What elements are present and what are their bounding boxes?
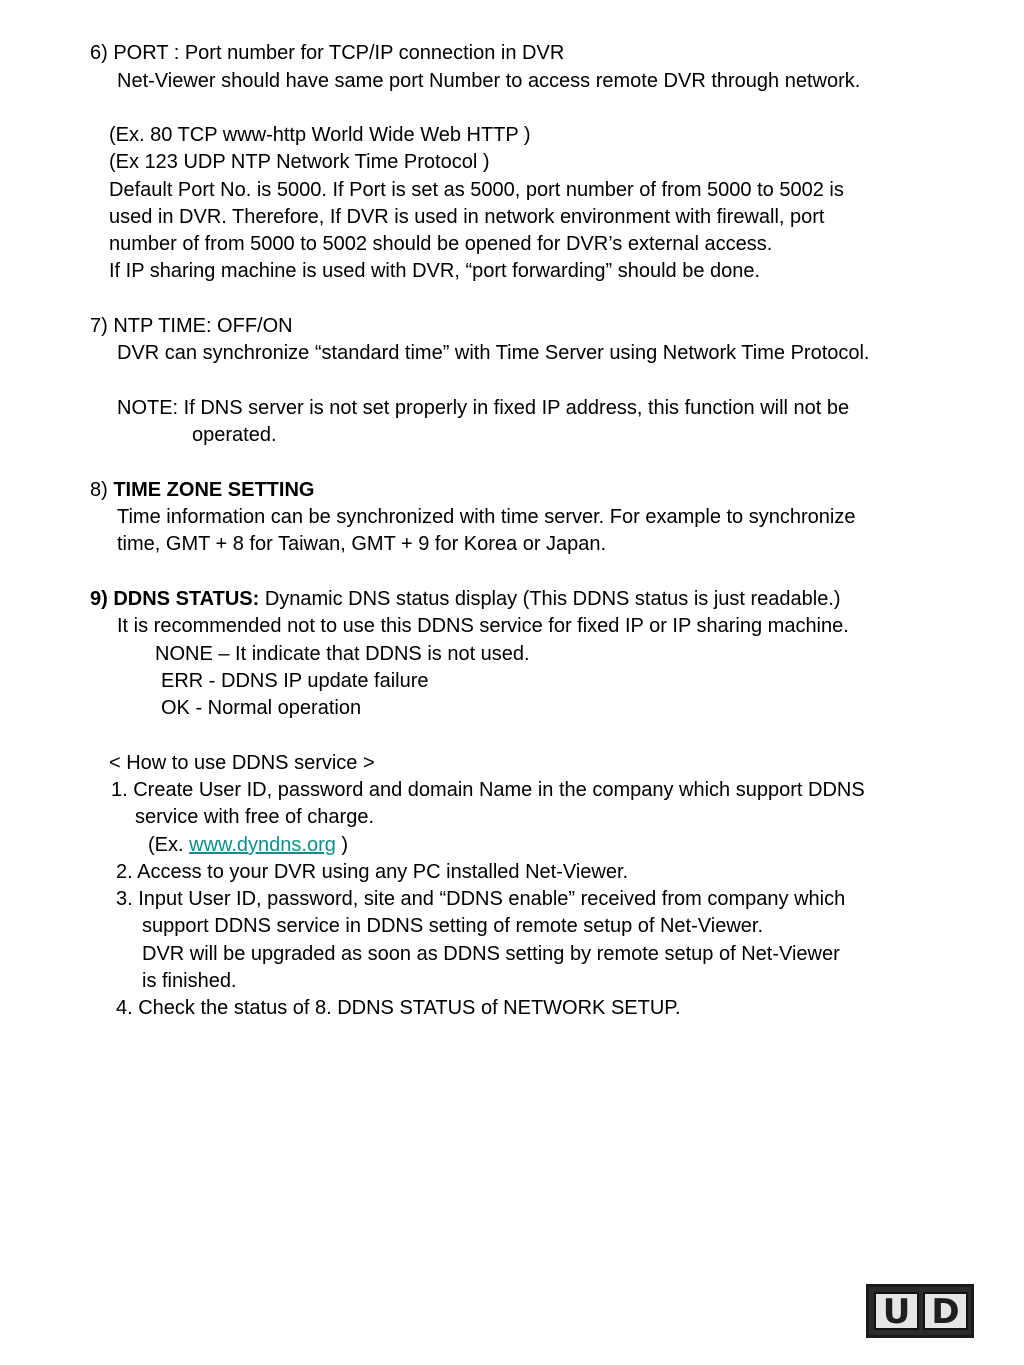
howto-step-4: 4. Check the status of 8. DDNS STATUS of NETWORK SETUP. — [116, 997, 681, 1019]
logo-letter-u: U — [874, 1292, 919, 1330]
ntp-note: NOTE: If DNS server is not set properly in fixed IP address, this function will not be — [117, 397, 850, 419]
ntp-heading: 7) NTP TIME: OFF/ON — [90, 315, 293, 337]
howto-step-1: 1. Create User ID, password and domain Name in the company which support DDNS — [111, 779, 865, 801]
howto-step-3-continued: is finished. — [142, 970, 237, 992]
port-forwarding-line: If IP sharing machine is used with DVR, “port forwarding” should be done. — [109, 260, 761, 282]
howto-heading: < How to use DDNS service > — [109, 752, 375, 774]
port-default-line: Default Port No. is 5000. If Port is set as 5000, port number of from 5000 to 5002 is — [109, 179, 844, 201]
howto-step-3-continued: DVR will be upgraded as soon as DDNS setting by remote setup of Net-Viewer — [142, 943, 840, 965]
example-prefix: (Ex. — [148, 834, 190, 856]
howto-step-1-continued: service with free of charge. — [135, 806, 374, 828]
ddns-status-none: NONE – It indicate that DDNS is not used. — [155, 643, 530, 665]
ddns-title: 9) DDNS STATUS: — [90, 588, 260, 610]
port-example-ntp: (Ex 123 UDP NTP Network Time Protocol ) — [109, 151, 490, 173]
ntp-description: DVR can synchronize “standard time” with Time Server using Network Time Protocol. — [117, 342, 870, 364]
dyndns-link[interactable]: www.dyndns.org — [189, 834, 336, 856]
howto-step-3: 3. Input User ID, password, site and “DDNS enable” received from company which — [116, 888, 846, 910]
logo-letter-d: D — [923, 1292, 968, 1330]
timezone-number: 8) — [90, 479, 114, 501]
ud-logo — [866, 1284, 974, 1338]
example-suffix: ) — [335, 834, 349, 856]
ddns-recommendation: It is recommended not to use this DDNS service for fixed IP or IP sharing machine. — [117, 615, 849, 637]
ddns-heading — [90, 587, 841, 611]
port-default-line: used in DVR. Therefore, If DVR is used in network environment with firewall, port — [109, 206, 825, 228]
ddns-status-err: ERR - DDNS IP update failure — [161, 670, 429, 692]
timezone-description: time, GMT + 8 for Taiwan, GMT + 9 for Korea or Japan. — [117, 533, 607, 555]
ddns-title-description: Dynamic DNS status display (This DDNS status is just readable.) — [259, 588, 841, 610]
ntp-note-continued: operated. — [192, 424, 277, 446]
howto-step-3-continued: support DDNS service in DDNS setting of remote setup of Net-Viewer. — [142, 915, 763, 937]
howto-step-2: 2. Access to your DVR using any PC installed Net-Viewer. — [116, 861, 629, 883]
port-description: Net-Viewer should have same port Number to access remote DVR through network. — [117, 70, 861, 92]
timezone-heading — [90, 478, 314, 502]
timezone-title: TIME ZONE SETTING — [113, 479, 315, 501]
port-heading: 6) PORT : Port number for TCP/IP connection in DVR — [90, 42, 565, 64]
timezone-description: Time information can be synchronized with time server. For example to synchronize — [117, 506, 856, 528]
port-example-http: (Ex. 80 TCP www-http World Wide Web HTTP ) — [109, 124, 531, 146]
ddns-status-ok: OK - Normal operation — [161, 697, 362, 719]
port-default-line: number of from 5000 to 5002 should be opened for DVR’s external access. — [109, 233, 773, 255]
howto-example — [148, 833, 348, 857]
